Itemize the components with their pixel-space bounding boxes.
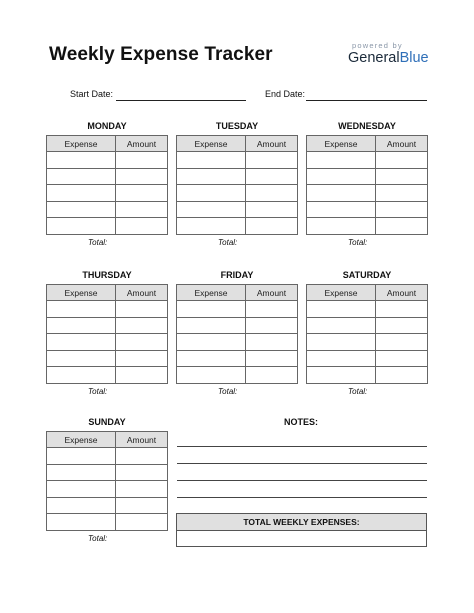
start-date-label: Start Date:: [70, 89, 114, 99]
total-weekly-expenses-field[interactable]: [177, 531, 426, 547]
col-header-expense: Expense: [47, 432, 116, 448]
table-row: [47, 185, 168, 202]
amount-cell[interactable]: [116, 334, 168, 351]
amount-cell[interactable]: [116, 350, 168, 367]
amount-cell[interactable]: [116, 367, 168, 384]
expense-cell[interactable]: [47, 168, 116, 185]
expense-cell[interactable]: [307, 301, 376, 318]
total-label-thursday: Total:: [88, 387, 108, 396]
total-label-wednesday: Total:: [348, 238, 368, 247]
col-header-expense: Expense: [177, 136, 246, 152]
expense-cell[interactable]: [47, 448, 116, 465]
col-header-expense: Expense: [47, 136, 116, 152]
amount-cell[interactable]: [376, 152, 428, 169]
table-row: [177, 152, 298, 169]
end-date-label: End Date:: [265, 89, 306, 99]
table-row: [307, 301, 428, 318]
amount-cell[interactable]: [116, 448, 168, 465]
col-header-expense: Expense: [47, 285, 116, 301]
brand-name-part1: General: [348, 50, 400, 66]
expense-cell[interactable]: [47, 514, 116, 531]
expense-cell[interactable]: [47, 350, 116, 367]
day-title-sunday: SUNDAY: [88, 417, 126, 427]
col-header-expense: Expense: [307, 136, 376, 152]
expense-cell[interactable]: [47, 497, 116, 514]
expense-table-saturday: [306, 284, 428, 384]
table-row: [177, 301, 298, 318]
expense-cell[interactable]: [307, 201, 376, 218]
table-row: [177, 168, 298, 185]
amount-cell[interactable]: [376, 218, 428, 235]
expense-table-monday: [46, 135, 168, 235]
expense-cell[interactable]: [47, 481, 116, 498]
expense-cell[interactable]: [47, 464, 116, 481]
expense-cell[interactable]: [307, 334, 376, 351]
table-row: [47, 481, 168, 498]
amount-cell[interactable]: [246, 317, 298, 334]
table-row: [47, 350, 168, 367]
table-row: [307, 317, 428, 334]
total-label-sunday: Total:: [88, 534, 108, 543]
table-row: [47, 168, 168, 185]
table-row: [47, 514, 168, 531]
col-header-expense: Expense: [307, 285, 376, 301]
amount-cell[interactable]: [246, 185, 298, 202]
day-title-tuesday: TUESDAY: [215, 121, 259, 131]
col-header-amount: Amount: [116, 136, 168, 152]
day-title-wednesday: WEDNESDAY: [338, 121, 396, 131]
expense-cell[interactable]: [177, 350, 246, 367]
amount-cell[interactable]: [246, 201, 298, 218]
total-label-tuesday: Total:: [218, 238, 238, 247]
col-header-amount: Amount: [116, 432, 168, 448]
amount-cell[interactable]: [246, 168, 298, 185]
brand-name-part2: Blue: [399, 50, 429, 66]
expense-table-thursday: [46, 284, 168, 384]
notes-line[interactable]: [177, 446, 427, 447]
table-row: [47, 464, 168, 481]
notes-title: NOTES:: [283, 417, 318, 427]
amount-cell[interactable]: [116, 497, 168, 514]
notes-line[interactable]: [177, 463, 427, 464]
table-row: [47, 334, 168, 351]
table-row: [47, 301, 168, 318]
expense-cell[interactable]: [177, 168, 246, 185]
table-row: [307, 350, 428, 367]
amount-cell[interactable]: [116, 218, 168, 235]
table-row: [47, 367, 168, 384]
expense-cell[interactable]: [177, 317, 246, 334]
amount-cell[interactable]: [116, 481, 168, 498]
total-label-monday: Total:: [88, 238, 108, 247]
expense-cell[interactable]: [47, 218, 116, 235]
table-row: [47, 218, 168, 235]
expense-cell[interactable]: [307, 350, 376, 367]
total-weekly-expenses-label: TOTAL WEEKLY EXPENSES:: [177, 514, 426, 531]
notes-line[interactable]: [177, 497, 427, 498]
end-date-field[interactable]: [306, 100, 427, 101]
col-header-amount: Amount: [376, 136, 428, 152]
brand-tagline: powered by: [352, 41, 403, 50]
table-row: [177, 317, 298, 334]
amount-cell[interactable]: [246, 367, 298, 384]
table-row: [177, 367, 298, 384]
amount-cell[interactable]: [116, 317, 168, 334]
expense-cell[interactable]: [47, 152, 116, 169]
table-row: [177, 201, 298, 218]
day-title-monday: MONDAY: [87, 121, 127, 131]
total-label-saturday: Total:: [348, 387, 368, 396]
col-header-amount: Amount: [116, 285, 168, 301]
expense-table-wednesday: [306, 135, 428, 235]
amount-cell[interactable]: [376, 301, 428, 318]
expense-cell[interactable]: [307, 317, 376, 334]
amount-cell[interactable]: [376, 168, 428, 185]
amount-cell[interactable]: [246, 334, 298, 351]
amount-cell[interactable]: [246, 350, 298, 367]
expense-cell[interactable]: [307, 168, 376, 185]
table-row: [177, 185, 298, 202]
col-header-amount: Amount: [246, 136, 298, 152]
day-title-saturday: SATURDAY: [342, 270, 392, 280]
expense-cell[interactable]: [47, 317, 116, 334]
amount-cell[interactable]: [376, 367, 428, 384]
expense-cell[interactable]: [47, 185, 116, 202]
expense-table-sunday: [46, 431, 168, 531]
table-row: [307, 152, 428, 169]
amount-cell[interactable]: [246, 152, 298, 169]
amount-cell[interactable]: [376, 201, 428, 218]
page-title: Weekly Expense Tracker: [49, 44, 273, 65]
col-header-amount: Amount: [376, 285, 428, 301]
amount-cell[interactable]: [376, 185, 428, 202]
table-row: [307, 168, 428, 185]
expense-cell[interactable]: [177, 201, 246, 218]
amount-cell[interactable]: [116, 301, 168, 318]
amount-cell[interactable]: [116, 168, 168, 185]
col-header-amount: Amount: [246, 285, 298, 301]
expense-cell[interactable]: [47, 201, 116, 218]
expense-cell[interactable]: [307, 218, 376, 235]
table-row: [307, 201, 428, 218]
total-weekly-expenses-box: [176, 513, 427, 547]
table-row: [307, 218, 428, 235]
table-row: [47, 152, 168, 169]
table-row: [177, 350, 298, 367]
col-header-expense: Expense: [177, 285, 246, 301]
expense-cell[interactable]: [47, 334, 116, 351]
amount-cell[interactable]: [116, 201, 168, 218]
amount-cell[interactable]: [246, 218, 298, 235]
start-date-field[interactable]: [116, 100, 246, 101]
expense-cell[interactable]: [47, 301, 116, 318]
amount-cell[interactable]: [116, 464, 168, 481]
expense-cell[interactable]: [307, 367, 376, 384]
table-row: [177, 334, 298, 351]
amount-cell[interactable]: [116, 185, 168, 202]
amount-cell[interactable]: [246, 301, 298, 318]
expense-cell[interactable]: [307, 185, 376, 202]
amount-cell[interactable]: [376, 317, 428, 334]
expense-cell[interactable]: [47, 367, 116, 384]
table-row: [307, 367, 428, 384]
table-row: [47, 317, 168, 334]
expense-cell[interactable]: [177, 152, 246, 169]
table-row: [307, 334, 428, 351]
amount-cell[interactable]: [116, 152, 168, 169]
expense-cell[interactable]: [177, 334, 246, 351]
expense-cell[interactable]: [177, 301, 246, 318]
notes-line[interactable]: [177, 480, 427, 481]
expense-cell[interactable]: [177, 367, 246, 384]
table-row: [307, 185, 428, 202]
amount-cell[interactable]: [376, 350, 428, 367]
table-row: [177, 218, 298, 235]
expense-cell[interactable]: [307, 152, 376, 169]
expense-table-tuesday: [176, 135, 298, 235]
table-row: [47, 448, 168, 465]
brand-logo: [348, 50, 429, 66]
expense-cell[interactable]: [177, 185, 246, 202]
total-label-friday: Total:: [218, 387, 238, 396]
expense-table-friday: [176, 284, 298, 384]
amount-cell[interactable]: [376, 334, 428, 351]
expense-cell[interactable]: [177, 218, 246, 235]
table-row: [47, 201, 168, 218]
day-title-thursday: THURSDAY: [82, 270, 132, 280]
amount-cell[interactable]: [116, 514, 168, 531]
table-row: [47, 497, 168, 514]
day-title-friday: FRIDAY: [220, 270, 254, 280]
